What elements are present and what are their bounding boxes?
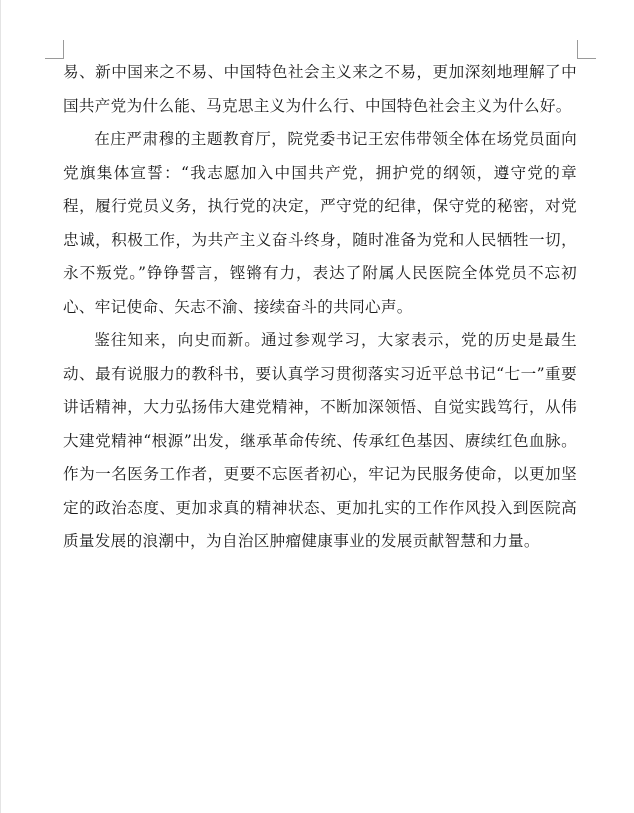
paragraph-2: 在庄严肃穆的主题教育厅，院党委书记王宏伟带领全体在场党员面向党旗集体宣誓：“我志愿加入中国共产党，拥护党的纲领，遵守党的章程，履行党员义务，执行党的决定，严守党的纪律，保守党的秘密，对党忠诚，积极工作，为共产主义奋斗终身，随时准备为党和人民牺牲一切，永不叛党。”铮铮誓言，铿锵有力，表达了附属人民医院全体党员不忘初心、牢记使命、矢志不渝、接续奋斗的共同心声。: [63, 130, 577, 316]
paragraph-1: 易、新中国来之不易、中国特色社会主义来之不易，更加深刻地理解了中国共产党为什么能、马克思主义为什么行、中国特色社会主义为什么好。: [63, 63, 577, 115]
document-body[interactable]: [63, 56, 577, 559]
margin-corner-mark-top-left: [45, 40, 64, 59]
margin-corner-mark-top-right: [577, 40, 596, 59]
paragraph-3: 鉴往知来，向史而新。通过参观学习，大家表示，党的历史是最生动、最有说服力的教科书，要认真学习贯彻落实习近平总书记“七一”重要讲话精神，大力弘扬伟大建党精神，不断加深领悟、自觉实践笃行，从伟大建党精神“根源”出发，继承革命传统、传承红色基因、赓续红色血脉。作为一名医务工作者，更要不忘医者初心，牢记为民服务使命，以更加坚定的政治态度、更加求真的精神状态、更加扎实的工作作风投入到医院高质量发展的浪潮中，为自治区肿瘤健康事业的发展贡献智慧和力量。: [63, 331, 577, 550]
